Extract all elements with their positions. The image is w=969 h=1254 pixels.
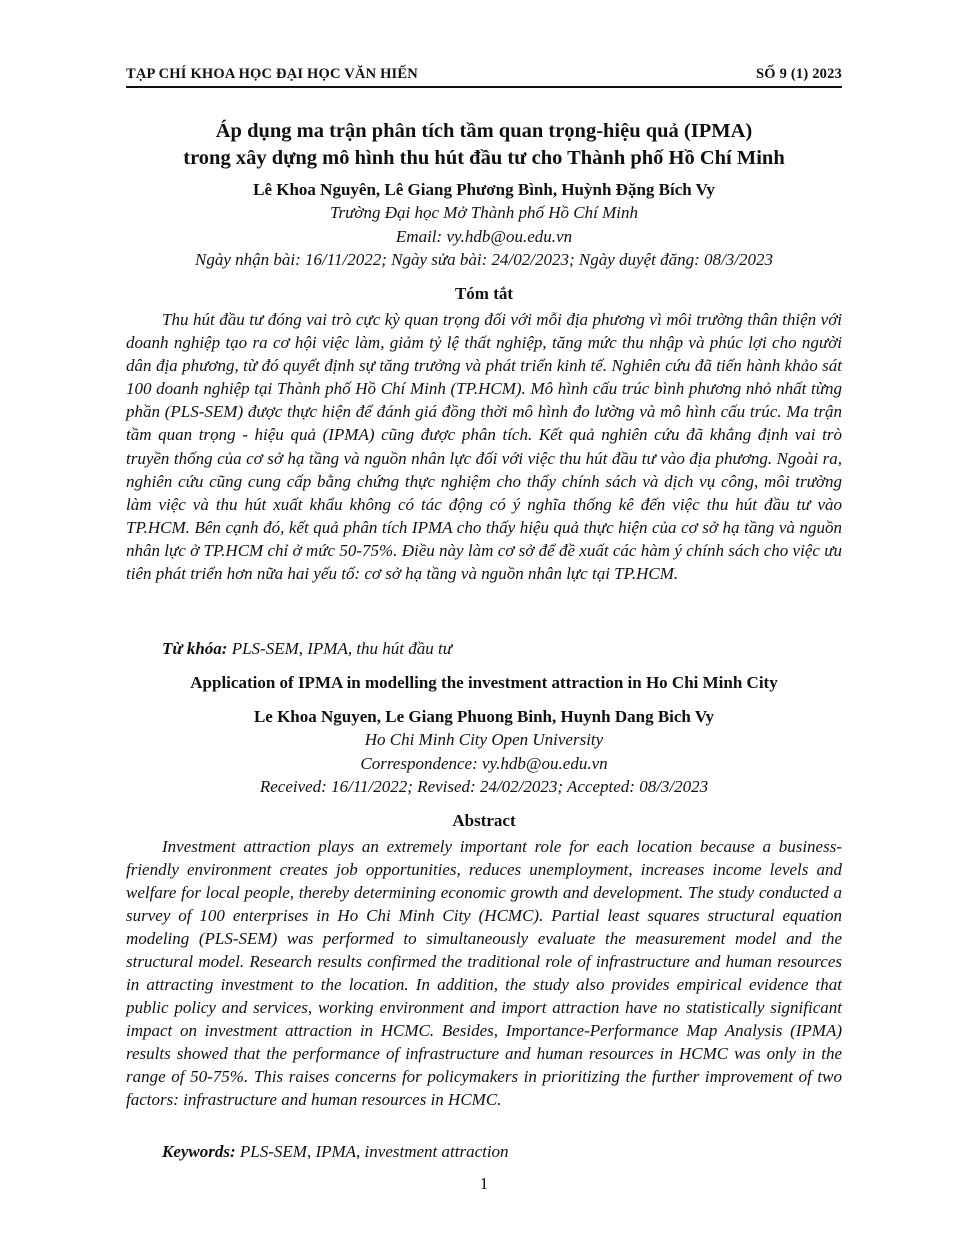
en-keywords-text: PLS-SEM, IPMA, investment attraction xyxy=(239,1142,509,1161)
vi-keywords-label: Từ khóa: xyxy=(162,639,228,658)
running-header xyxy=(126,62,842,84)
en-keywords xyxy=(162,1142,509,1162)
en-dates: Received: 16/11/2022; Revised: 24/02/2023; Accepted: 08/3/2023 xyxy=(259,777,709,796)
vi-keywords-text: PLS-SEM, IPMA, thu hút đầu tư xyxy=(231,639,453,658)
en-correspondence: Correspondence: vy.hdb@ou.edu.vn xyxy=(360,754,608,773)
vi-title xyxy=(126,118,842,172)
vi-authors: Lê Khoa Nguyên, Lê Giang Phương Bình, Huỳnh Đặng Bích Vy xyxy=(253,180,715,199)
en-authors: Le Khoa Nguyen, Le Giang Phuong Binh, Huynh Dang Bich Vy xyxy=(253,707,715,726)
en-keywords-label: Keywords: xyxy=(162,1142,236,1161)
issue-number: SỐ 9 (1) 2023 xyxy=(756,66,842,82)
vi-email: Email: vy.hdb@ou.edu.vn xyxy=(395,227,573,246)
page-number: 1 xyxy=(479,1174,489,1193)
vi-title-line-2: trong xây dựng mô hình thu hút đầu tư cho Thành phố Hồ Chí Minh xyxy=(183,147,785,169)
header-rule xyxy=(126,86,842,88)
vi-title-line-1: Áp dụng ma trận phân tích tầm quan trọng-hiệu quả (IPMA) xyxy=(215,120,753,142)
vi-affiliation: Trường Đại học Mở Thành phố Hồ Chí Minh xyxy=(330,203,638,222)
en-affiliation: Ho Chi Minh City Open University xyxy=(364,730,604,749)
en-title: Application of IPMA in modelling the investment attraction in Ho Chi Minh City xyxy=(190,673,778,692)
en-abstract: Investment attraction plays an extremely important role for each location because a business-friendly environment creates job opportunities, reduces unemployment, increases income levels and welfare for local people, thereby determining economic growth and development. The study conducted a survey of 100 enterprises in Ho Chi Minh City (HCMC). Partial least squares structural equation modeling (PLS-SEM) was performed to simultaneously evaluate the measurement model and the structural model. Research results confirmed the traditional role of infrastructure and human resources in attracting investment to the location. In addition, the study also provides empirical evidence that public policy and services, working environment and import attraction have no statistically significant impact on investment attraction in HCMC. Besides, Importance-Performance Map Analysis (IPMA) results showed that the performance of infrastructure and human resources in HCMC was only in the range of 50-75%. This raises concerns for policymakers in prioritizing the further improvement of two factors: infrastructure and human resources in HCMC. xyxy=(126,837,842,1109)
journal-name: TẠP CHÍ KHOA HỌC ĐẠI HỌC VĂN HIẾN xyxy=(126,66,418,82)
vi-dates: Ngày nhận bài: 16/11/2022; Ngày sửa bài: 24/02/2023; Ngày duyệt đăng: 08/3/2023 xyxy=(195,250,773,269)
en-abstract-heading: Abstract xyxy=(452,811,516,830)
vi-abstract-heading: Tóm tắt xyxy=(454,284,514,303)
vi-abstract: Thu hút đầu tư đóng vai trò cực kỳ quan trọng đối với mỗi địa phương vì môi trường thân thiện với doanh nghiệp tạo ra cơ hội việc làm, giảm tỷ lệ thất nghiệp, tăng mức thu nhập và phúc lợi cho người dân địa phương, từ đó quyết định sự tăng trưởng và phát triển kinh tế. Nghiên cứu đã tiến hành khảo sát 100 doanh nghiệp tại Thành phố Hồ Chí Minh (TP.HCM). Mô hình cấu trúc bình phương nhỏ nhất từng phần (PLS-SEM) được thực hiện để đánh giá đồng thời mô hình đo lường và mô hình cấu trúc. Ma trận tầm quan trọng - hiệu quả (IPMA) cũng được phân tích. Kết quả nghiên cứu đã khẳng định vai trò truyền thống của cơ sở hạ tầng và nguồn nhân lực đối với việc thu hút đầu tư vào địa phương. Ngoài ra, nghiên cứu cũng cung cấp bằng chứng thực nghiệm cho thấy chính sách và dịch vụ công, môi trường làm việc và thu hút xuất khẩu không có tác động có ý nghĩa thống kê đến việc thu hút đầu tư vào TP.HCM. Bên cạnh đó, kết quả phân tích IPMA cho thấy hiệu quả thực hiện của cơ sở hạ tầng và nguồn nhân lực ở TP.HCM chỉ ở mức 50-75%. Điều này làm cơ sở để đề xuất các hàm ý chính sách cho việc ưu tiên phát triển hơn nữa hai yếu tố: cơ sở hạ tầng và nguồn nhân lực tại TP.HCM. xyxy=(126,310,842,584)
vi-keywords xyxy=(162,639,452,659)
